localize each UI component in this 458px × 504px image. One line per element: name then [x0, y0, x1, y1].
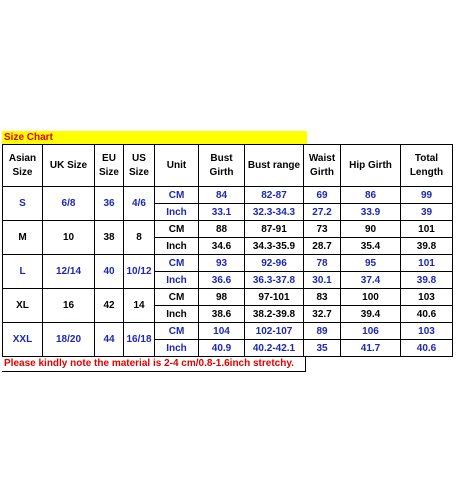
hip-girth-cell: 95	[341, 255, 401, 272]
waist-girth-cell: 89	[304, 323, 341, 340]
us-size-cell: 16/18	[124, 323, 155, 357]
total-length-cell: 40.6	[401, 340, 453, 357]
total-length-cell: 99	[401, 187, 453, 204]
total-length-cell: 103	[401, 323, 453, 340]
asian-size-cell: XXL	[3, 323, 43, 357]
table-row	[3, 323, 453, 340]
waist-girth-cell: 69	[304, 187, 341, 204]
asian-size-cell: L	[3, 255, 43, 289]
waist-girth-cell: 35	[304, 340, 341, 357]
bust-girth-cell: 93	[199, 255, 245, 272]
unit-cell: CM	[155, 255, 199, 272]
bust-range-cell: 32.3-34.3	[245, 204, 304, 221]
header-bust-range: Bust range	[245, 145, 304, 187]
waist-girth-cell: 30.1	[304, 272, 341, 289]
us-size-cell: 14	[124, 289, 155, 323]
total-length-cell: 39	[401, 204, 453, 221]
eu-size-cell: 42	[95, 289, 124, 323]
header-asian-size: Asian Size	[3, 145, 43, 187]
uk-size-cell: 18/20	[43, 323, 95, 357]
size-chart	[2, 131, 452, 372]
unit-cell: Inch	[155, 238, 199, 255]
total-length-cell: 39.8	[401, 272, 453, 289]
unit-cell: CM	[155, 289, 199, 306]
header-total-length: Total Length	[401, 145, 453, 187]
uk-size-cell: 6/8	[43, 187, 95, 221]
bust-range-cell: 82-87	[245, 187, 304, 204]
total-length-cell: 101	[401, 221, 453, 238]
header-bust-girth: Bust Girth	[199, 145, 245, 187]
total-length-cell: 103	[401, 289, 453, 306]
bust-girth-cell: 34.6	[199, 238, 245, 255]
bust-range-cell: 102-107	[245, 323, 304, 340]
bust-range-cell: 87-91	[245, 221, 304, 238]
size-table-body	[3, 187, 453, 357]
header-hip-girth: Hip Girth	[341, 145, 401, 187]
table-row	[3, 289, 453, 306]
bust-girth-cell: 98	[199, 289, 245, 306]
total-length-cell: 40.6	[401, 306, 453, 323]
bust-range-cell: 92-96	[245, 255, 304, 272]
unit-cell: CM	[155, 221, 199, 238]
uk-size-cell: 10	[43, 221, 95, 255]
bust-girth-cell: 38.6	[199, 306, 245, 323]
bust-girth-cell: 36.6	[199, 272, 245, 289]
header-waist-girth: Waist Girth	[304, 145, 341, 187]
table-row	[3, 221, 453, 238]
asian-size-cell: XL	[3, 289, 43, 323]
us-size-cell: 4/6	[124, 187, 155, 221]
waist-girth-cell: 83	[304, 289, 341, 306]
eu-size-cell: 44	[95, 323, 124, 357]
uk-size-cell: 12/14	[43, 255, 95, 289]
total-length-cell: 39.8	[401, 238, 453, 255]
bust-range-cell: 36.3-37.8	[245, 272, 304, 289]
hip-girth-cell: 86	[341, 187, 401, 204]
size-table	[2, 144, 453, 357]
hip-girth-cell: 33.9	[341, 204, 401, 221]
hip-girth-cell: 39.4	[341, 306, 401, 323]
hip-girth-cell: 100	[341, 289, 401, 306]
hip-girth-cell: 37.4	[341, 272, 401, 289]
header-row	[3, 145, 453, 187]
eu-size-cell: 38	[95, 221, 124, 255]
size-chart-title: Size Chart	[2, 131, 307, 144]
header-eu-size: EU Size	[95, 145, 124, 187]
bust-girth-cell: 84	[199, 187, 245, 204]
hip-girth-cell: 90	[341, 221, 401, 238]
unit-cell: CM	[155, 187, 199, 204]
bust-girth-cell: 40.9	[199, 340, 245, 357]
total-length-cell: 101	[401, 255, 453, 272]
bust-range-cell: 97-101	[245, 289, 304, 306]
waist-girth-cell: 73	[304, 221, 341, 238]
header-uk-size: UK Size	[43, 145, 95, 187]
bust-girth-cell: 33.1	[199, 204, 245, 221]
asian-size-cell: S	[3, 187, 43, 221]
unit-cell: CM	[155, 323, 199, 340]
table-row	[3, 187, 453, 204]
bust-range-cell: 38.2-39.8	[245, 306, 304, 323]
waist-girth-cell: 78	[304, 255, 341, 272]
unit-cell: Inch	[155, 272, 199, 289]
us-size-cell: 8	[124, 221, 155, 255]
stretch-note: Please kindly note the material is 2-4 cm/0.8-1.6inch stretchy.	[2, 357, 306, 372]
bust-range-cell: 34.3-35.9	[245, 238, 304, 255]
eu-size-cell: 40	[95, 255, 124, 289]
unit-cell: Inch	[155, 340, 199, 357]
header-us-size: US Size	[124, 145, 155, 187]
table-row	[3, 255, 453, 272]
bust-girth-cell: 104	[199, 323, 245, 340]
us-size-cell: 10/12	[124, 255, 155, 289]
waist-girth-cell: 32.7	[304, 306, 341, 323]
hip-girth-cell: 35.4	[341, 238, 401, 255]
bust-girth-cell: 88	[199, 221, 245, 238]
eu-size-cell: 36	[95, 187, 124, 221]
uk-size-cell: 16	[43, 289, 95, 323]
asian-size-cell: M	[3, 221, 43, 255]
hip-girth-cell: 41.7	[341, 340, 401, 357]
unit-cell: Inch	[155, 204, 199, 221]
waist-girth-cell: 27.2	[304, 204, 341, 221]
header-unit: Unit	[155, 145, 199, 187]
bust-range-cell: 40.2-42.1	[245, 340, 304, 357]
hip-girth-cell: 106	[341, 323, 401, 340]
unit-cell: Inch	[155, 306, 199, 323]
waist-girth-cell: 28.7	[304, 238, 341, 255]
